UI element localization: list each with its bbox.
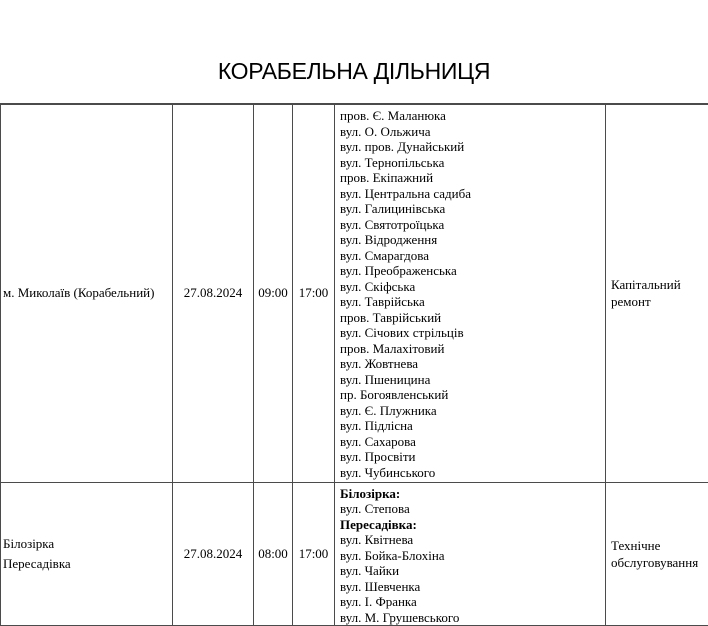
street-item: вул. Скіфська (340, 278, 416, 294)
street-item: вул. Сахарова (340, 433, 416, 449)
street-item: вул. Бойка-Блохіна (340, 547, 445, 563)
start-time-cell: 08:00 (254, 482, 293, 626)
street-item: вул. пров. Дунайський (340, 139, 465, 154)
street-item: вул. Святотроїцька (340, 216, 445, 232)
table-row (1, 482, 708, 626)
table-row (1, 104, 708, 482)
street-item: вул. Тернопільська (340, 154, 445, 170)
location-line: Білозірка (3, 535, 55, 551)
streets-cell (335, 104, 606, 482)
location-lines (3, 534, 170, 574)
location-cell (1, 104, 173, 482)
end-time-cell: 17:00 (293, 104, 335, 482)
street-item: вул. Підлісна (340, 418, 413, 433)
street-item: вул. І. Франка (340, 594, 417, 609)
street-item: вул. Жовтнева (340, 356, 419, 371)
street-item: вул. Відродження (340, 232, 438, 247)
street-item: вул. Квітнева (340, 532, 414, 547)
street-item: вул. Преображенська (340, 263, 457, 278)
street-item: вул. Чайки (340, 563, 400, 578)
street-item: вул. Січових стрільців (340, 325, 464, 340)
street-item: вул. Смарагдова (340, 247, 429, 263)
streets-list (340, 486, 603, 626)
street-item: вул. Є. Плужника (340, 402, 437, 418)
street-item: Білозірка: (340, 485, 401, 501)
street-item: вул. О. Ольжича (340, 123, 431, 139)
street-item: вул. М. Грушевського (340, 609, 460, 625)
street-item: вул. Просвіти (340, 449, 416, 464)
street-item: пров. Малахітовий (340, 340, 445, 356)
location-line: Пересадівка (3, 555, 71, 571)
location-line: м. Миколаїв (Корабельний) (3, 285, 155, 301)
page-title: КОРАБЕЛЬНА ДІЛЬНИЦЯ (217, 58, 491, 84)
location-cell (1, 482, 173, 626)
work-type-cell: Капітальний ремонт (606, 104, 708, 482)
street-item: вул. Чубинського (340, 464, 436, 480)
outage-schedule-table (0, 103, 708, 626)
street-item: Пересадівка: (340, 516, 417, 532)
end-time-cell: 17:00 (293, 482, 335, 626)
street-item: пров. Екіпажний (340, 170, 434, 185)
street-item: вул. Степова (340, 501, 410, 516)
street-item: вул. Пшеницина (340, 371, 431, 387)
date-cell: 27.08.2024 (173, 482, 254, 626)
street-item: пр. Богоявленський (340, 387, 449, 402)
street-item: пров. Є. Маланюка (340, 108, 446, 123)
street-item: вул. Шевченка (340, 578, 421, 594)
start-time-cell: 09:00 (254, 104, 293, 482)
date-cell: 27.08.2024 (173, 104, 254, 482)
streets-cell (335, 482, 606, 626)
work-type-cell: Технічне обслуговування (606, 482, 708, 626)
street-item: вул. Центральна садиба (340, 185, 471, 201)
street-item: вул. Галицинівська (340, 201, 446, 216)
street-item: пров. Таврійський (340, 309, 442, 325)
location-lines (3, 283, 170, 303)
streets-list (340, 108, 603, 480)
street-item: вул. Таврійська (340, 294, 425, 309)
